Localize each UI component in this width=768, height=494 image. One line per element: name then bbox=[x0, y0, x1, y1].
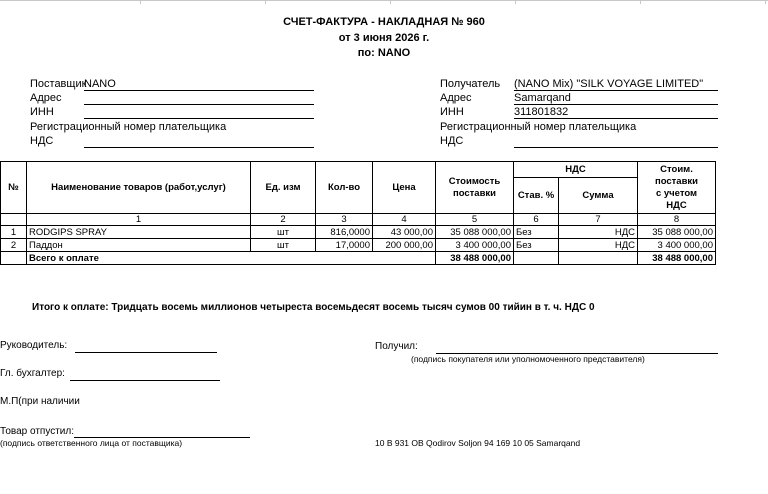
supplier-inn-value bbox=[84, 106, 314, 119]
row-unit: шт bbox=[251, 239, 316, 252]
invoice-date: от 3 июня 2026 г. bbox=[338, 32, 430, 44]
row-qty: 17,0000 bbox=[316, 239, 373, 252]
received-note: (подпись покупателя или уполномоченного представителя) bbox=[411, 354, 645, 364]
supplier-address-label: Адрес bbox=[30, 92, 62, 104]
header-no: № bbox=[1, 162, 27, 214]
total-label: Всего к оплате bbox=[27, 252, 436, 265]
recipient-inn-value: 311801832 bbox=[514, 106, 718, 119]
col-number: 5 bbox=[436, 214, 514, 226]
footer-note: 10 В 931 ОВ Qodirov Soljon 94 169 10 05 Samarqand bbox=[375, 438, 581, 448]
header-unit: Ед. изм bbox=[251, 162, 316, 214]
supplier-vat-value bbox=[84, 135, 314, 148]
header-qty: Кол-во bbox=[316, 162, 373, 214]
header-vat-sum: Сумма bbox=[559, 178, 638, 214]
col-number: 2 bbox=[251, 214, 316, 226]
invoice-basis: по: NANO bbox=[357, 47, 411, 59]
accountant-signature-line bbox=[70, 379, 220, 381]
column-number-row bbox=[1, 214, 716, 226]
row-total: 3 400 000,00 bbox=[638, 239, 716, 252]
col-number: 8 bbox=[638, 214, 716, 226]
row-total: 35 088 000,00 bbox=[638, 226, 716, 239]
row-cost: 3 400 000,00 bbox=[436, 239, 514, 252]
row-price: 43 000,00 bbox=[373, 226, 436, 239]
table-row bbox=[1, 226, 716, 239]
header-vat-rate: Став. % bbox=[514, 178, 559, 214]
stamp-label: М.П(при наличии bbox=[0, 396, 80, 407]
received-label: Получил: bbox=[375, 341, 418, 352]
amount-in-words: Итого к оплате: Тридцать восемь миллионов четыреста восемьдесят восемь тысяч сумов 00 тийин в т. ч. НДС 0 bbox=[32, 302, 595, 313]
supplier-label: Поставщик bbox=[30, 78, 87, 90]
page-top-rule bbox=[0, 0, 768, 1]
recipient-reg-label: Регистрационный номер плательщика bbox=[440, 121, 637, 133]
col-number: 1 bbox=[27, 214, 251, 226]
row-cost: 35 088 000,00 bbox=[436, 226, 514, 239]
row-name: RODGIPS SPRAY bbox=[27, 226, 251, 239]
released-note: (подпись ответственного лица от поставщика) bbox=[0, 438, 183, 448]
table-row bbox=[1, 239, 716, 252]
row-no: 1 bbox=[1, 226, 27, 239]
table-header-row-1 bbox=[1, 162, 716, 178]
recipient-value: (NANO Mix) "SILK VOYAGE LIMITED" bbox=[514, 78, 718, 91]
header-price: Цена bbox=[373, 162, 436, 214]
supplier-vat-label: НДС bbox=[30, 135, 54, 147]
header-name: Наименование товаров (работ,услуг) bbox=[27, 162, 251, 214]
recipient-label: Получатель bbox=[440, 78, 501, 90]
supplier-value: NANO bbox=[84, 78, 314, 91]
row-vat-sum: НДС bbox=[559, 239, 638, 252]
recipient-address-value: Samarqand bbox=[514, 92, 718, 105]
header-cost: Стоимость поставки bbox=[436, 162, 514, 214]
supplier-reg-label: Регистрационный номер плательщика bbox=[30, 121, 227, 133]
header-total-with-vat: Стоим. поставки с учетом НДС bbox=[638, 162, 716, 214]
accountant-label: Гл. бухгалтер: bbox=[0, 368, 65, 379]
recipient-address-label: Адрес bbox=[440, 92, 472, 104]
col-number: 3 bbox=[316, 214, 373, 226]
invoice-title: СЧЕТ-ФАКТУРА - НАКЛАДНАЯ № 960 bbox=[283, 16, 485, 28]
row-vat-rate: Без bbox=[514, 239, 559, 252]
recipient-inn-label: ИНН bbox=[440, 106, 464, 118]
invoice-table bbox=[0, 161, 716, 265]
total-with-vat: 38 488 000,00 bbox=[638, 252, 716, 265]
supplier-address-value bbox=[84, 92, 314, 105]
row-name: Паддон bbox=[27, 239, 251, 252]
row-unit: шт bbox=[251, 226, 316, 239]
row-no: 2 bbox=[1, 239, 27, 252]
col-number: 7 bbox=[559, 214, 638, 226]
total-cost: 38 488 000,00 bbox=[436, 252, 514, 265]
director-signature-line bbox=[75, 351, 217, 353]
released-label: Товар отпустил: bbox=[0, 426, 74, 437]
supplier-inn-label: ИНН bbox=[30, 106, 54, 118]
header-vat-group: НДС bbox=[514, 162, 638, 178]
total-row bbox=[1, 252, 716, 265]
recipient-vat-label: НДС bbox=[440, 135, 464, 147]
director-label: Руководитель: bbox=[0, 340, 68, 351]
col-number: 6 bbox=[514, 214, 559, 226]
recipient-vat-value bbox=[514, 135, 718, 148]
row-qty: 816,0000 bbox=[316, 226, 373, 239]
row-price: 200 000,00 bbox=[373, 239, 436, 252]
col-number: 4 bbox=[373, 214, 436, 226]
row-vat-sum: НДС bbox=[559, 226, 638, 239]
row-vat-rate: Без bbox=[514, 226, 559, 239]
